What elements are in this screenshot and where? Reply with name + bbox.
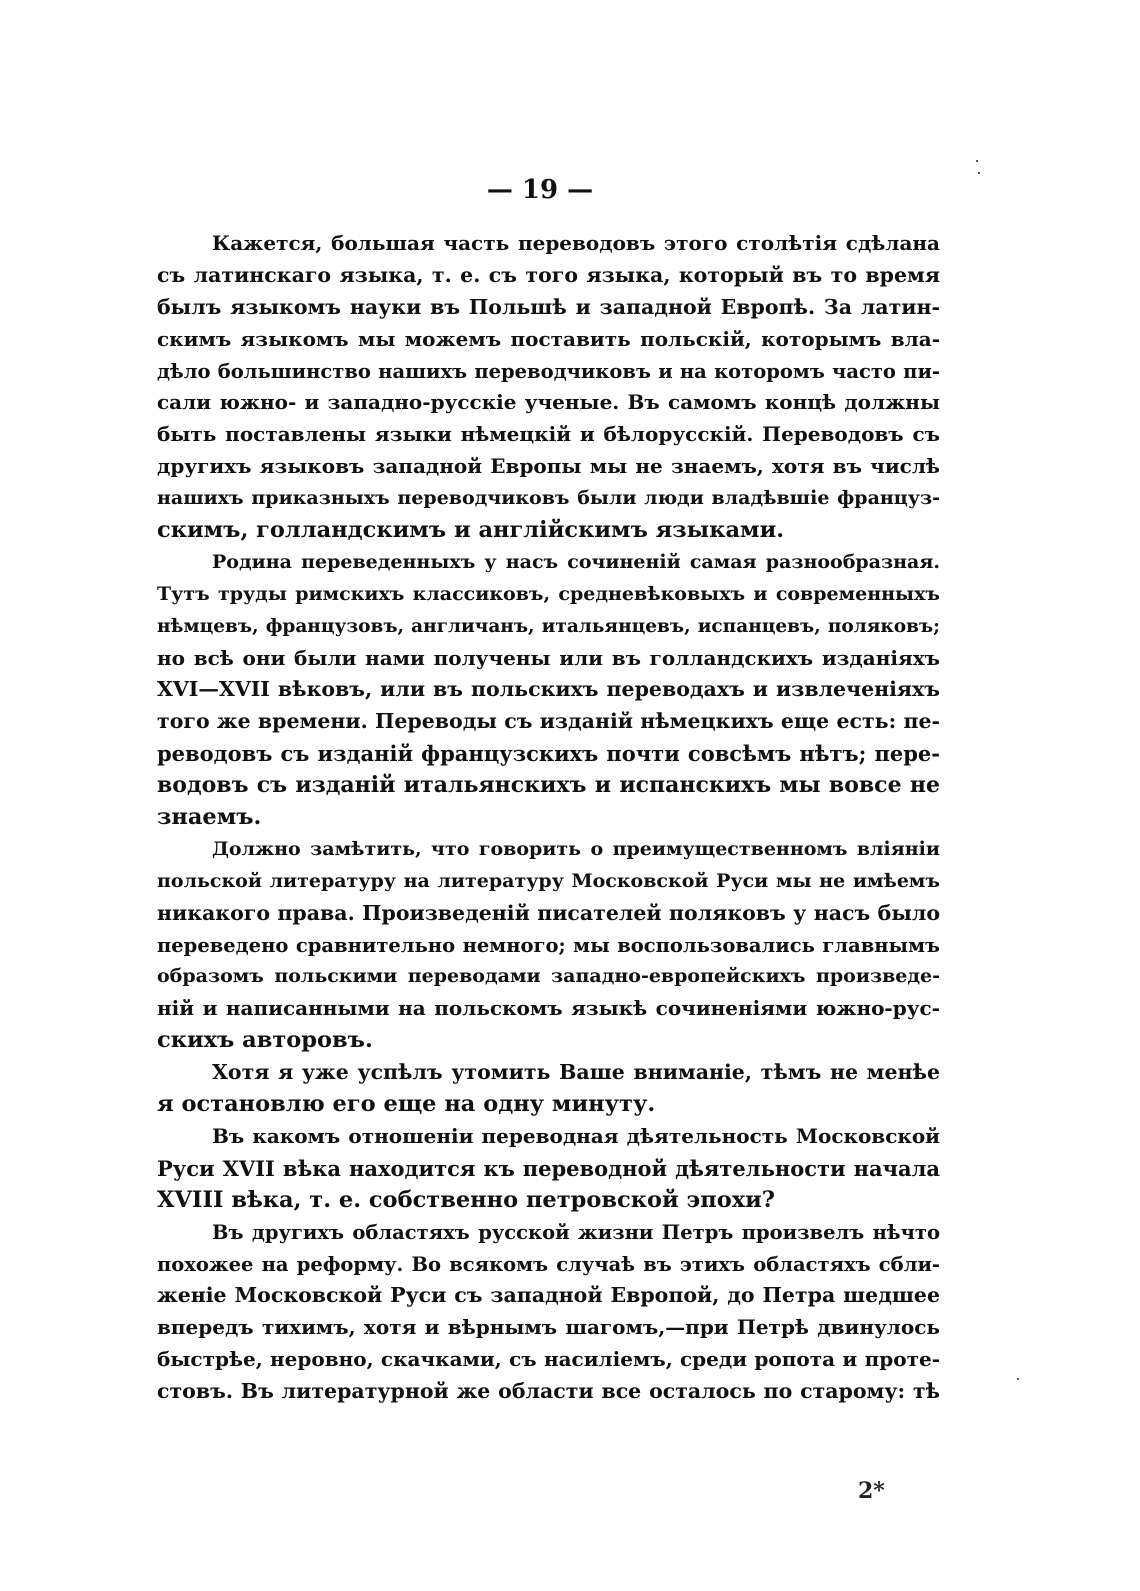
text-line: скимъ, голландскимъ и англійскимъ языками.: [157, 517, 785, 544]
text-line: Въ другихъ областяхъ русской жизни Петръ произвелъ нѣчто: [212, 1220, 940, 1244]
text-line: Родина переведенныхъ у насъ сочиненій самая разнообразная.: [212, 550, 940, 573]
text-line: нашихъ приказныхъ переводчиковъ были люди владѣвшіе француз-: [157, 487, 940, 510]
text-line: скихъ авторовъ.: [157, 1027, 373, 1054]
text-line: впередъ тихимъ, хотя и вѣрнымъ шагомъ,—при Петрѣ двинулось: [157, 1315, 940, 1340]
text-line: знаемъ.: [157, 804, 262, 831]
text-line: скимъ языкомъ мы можемъ поставить польскій, которымъ вла-: [157, 326, 940, 351]
text-line: Руси XVII вѣка находится къ переводной дѣятельности начала: [157, 1155, 940, 1181]
text-line: ній и написанными на польскомъ языкѣ сочиненіями южно-рус-: [157, 996, 940, 1021]
text-line: образомъ польскими переводами западно-европейскихъ произведе-: [157, 965, 940, 988]
scan-speck: [1017, 1378, 1019, 1380]
text-line: я остановлю его еще на одну минуту.: [157, 1091, 656, 1118]
text-line: съ латинскаго языка, т. е. съ того языка, который въ то время: [157, 262, 940, 287]
text-line: Кажется, большая часть переводовъ этого столѣтія сдѣлана: [212, 231, 940, 255]
body-text: [157, 228, 940, 1408]
page-number: — 19 —: [486, 175, 594, 205]
text-line: водовъ съ изданій итальянскихъ и испанскихъ мы вовсе не: [157, 772, 940, 799]
scan-speck: [976, 160, 978, 162]
text-line: быстрѣе, неровно, скачками, съ насиліемъ, среди ропота и проте-: [157, 1347, 940, 1372]
text-line: быть поставлены языки нѣмецкій и бѣлорусскій. Переводовъ съ: [157, 422, 940, 447]
text-line: переведено сравнительно немного; мы воспользовались главнымъ: [157, 933, 940, 957]
text-line: другихъ языковъ западной Европы мы не знаемъ, хотя въ числѣ: [157, 454, 940, 479]
text-line: Въ какомъ отношеніи переводная дѣятельность Московской: [212, 1123, 940, 1148]
text-line: нѣмцевъ, французовъ, англичанъ, итальянцевъ, испанцевъ, поляковъ;: [157, 615, 940, 637]
text-line: женіе Московской Руси съ западной Европой, до Петра шедшее: [157, 1283, 940, 1308]
text-line: но всѣ они были нами получены или въ голландскихъ изданіяхъ: [157, 645, 940, 670]
text-line: дѣло большинство нашихъ переводчиковъ и на которомъ часто пи-: [157, 359, 940, 383]
text-line: Хотя я уже успѣлъ утомить Ваше вниманіе, тѣмъ не менѣе: [212, 1060, 940, 1085]
text-line: того же времени. Переводы съ изданій нѣмецкихъ еще есть: пе-: [157, 709, 940, 734]
text-line: былъ языкомъ науки въ Польшѣ и западной Европѣ. За латин-: [157, 294, 940, 319]
text-line: сали южно- и западно-русскіе ученые. Въ самомъ концѣ должны: [157, 390, 940, 415]
text-line: польской литературу на литературу Московской Руси мы не имѣемъ: [157, 869, 940, 892]
text-line: Должно замѣтить, что говорить о преимущественномъ вліяніи: [212, 837, 940, 860]
signature-mark: 2*: [858, 1478, 885, 1504]
text-line: стовъ. Въ литературной же области все осталось по старому: тѣ: [157, 1379, 940, 1404]
text-line: похожее на реформу. Во всякомъ случаѣ въ этихъ областяхъ сбли-: [157, 1252, 940, 1276]
text-line: XVI—XVII вѣковъ, или въ польскихъ переводахъ и извлеченіяхъ: [157, 677, 940, 702]
scan-speck: [978, 172, 980, 174]
text-line: XVIII вѣка, т. е. собственно петровской эпохи?: [157, 1186, 775, 1213]
text-line: реводовъ съ изданій французскихъ почти совсѣмъ нѣтъ; пере-: [157, 741, 940, 767]
text-line: Тутъ труды римскихъ классиковъ, средневѣковыхъ и современныхъ: [157, 582, 940, 605]
text-line: никакого права. Произведеній писателей поляковъ у насъ было: [157, 900, 940, 925]
